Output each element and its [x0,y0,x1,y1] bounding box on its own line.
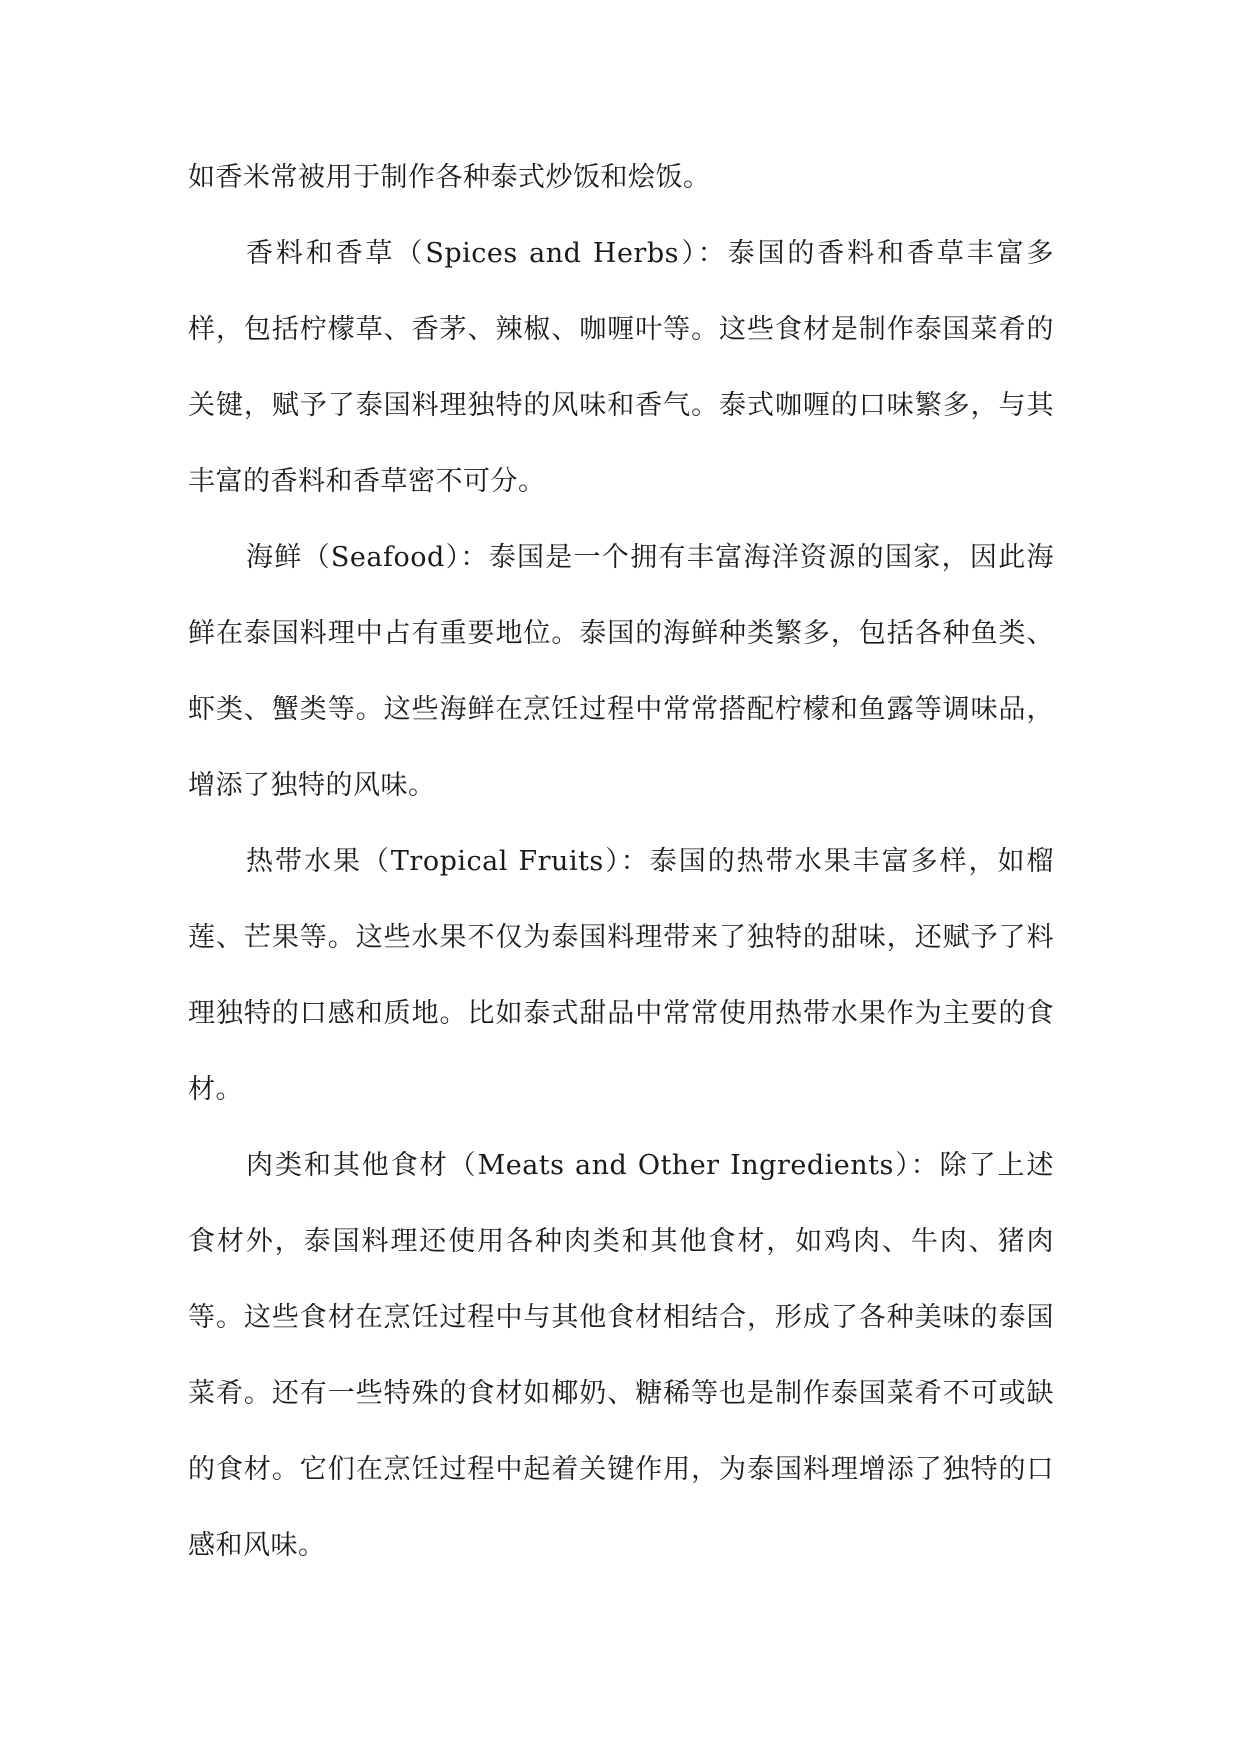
paragraph-meats-and-other-ingredients: 肉类和其他食材（Meats and Other Ingredients）：除了上述食材外，泰国料理还使用各种肉类和其他食材，如鸡肉、牛肉、猪肉等。这些食材在烹饪过程中与其他食材相结合，形成了各种美味的泰国菜肴。还有一些特殊的食材如椰奶、糖稀等也是制作泰国菜肴不可或缺的食材。它们在烹饪过程中起着关键作用，为泰国料理增添了独特的口感和风味。 [188,1150,1054,1561]
paragraph-seafood: 海鲜（Seafood）：泰国是一个拥有丰富海洋资源的国家，因此海鲜在泰国料理中占有重要地位。泰国的海鲜种类繁多，包括各种鱼类、虾类、蟹类等。这些海鲜在烹饪过程中常常搭配柠檬和鱼露等调味品，增添了独特的风味。 [188,542,1054,801]
paragraph-tropical-fruits: 热带水果（Tropical Fruits）：泰国的热带水果丰富多样，如榴莲、芒果等。这些水果不仅为泰国料理带来了独特的甜味，还赋予了料理独特的口感和质地。比如泰式甜品中常常使用热带水果作为主要的食材。 [188,846,1054,1105]
document-body [188,140,1054,1584]
paragraph-rice-continuation: 如香米常被用于制作各种泰式炒饭和烩饭。 [188,162,711,193]
paragraph-spices-and-herbs: 香料和香草（Spices and Herbs）：泰国的香料和香草丰富多样，包括柠檬草、香茅、辣椒、咖喱叶等。这些食材是制作泰国菜肴的关键，赋予了泰国料理独特的风味和香气。泰式咖喱的口味繁多，与其丰富的香料和香草密不可分。 [188,238,1054,497]
